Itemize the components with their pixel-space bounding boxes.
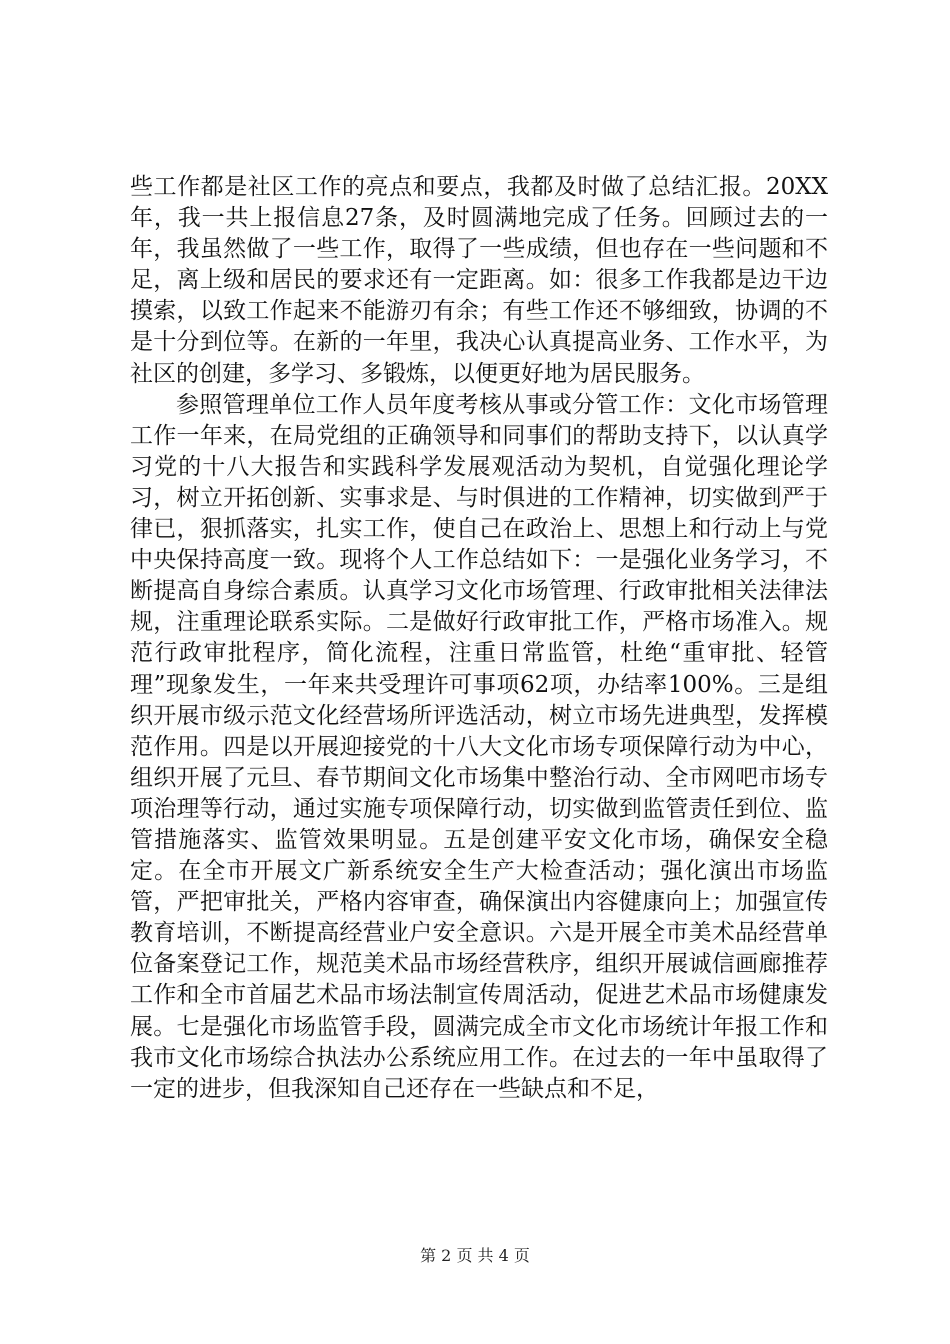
paragraph-work-summary: 参照管理单位工作人员年度考核从事或分管工作：文化市场管理工作一年来，在局党组的正确领导和同事们的帮助支持下，以认真学习党的十八大报告和实践科学发展观活动为契机，自觉强化理论学习，树立开拓创新、实事求是、与时俱进的工作精神，切实做到严于律已，狠抓落实，扎实工作，使自己在政治上、思想上和行动上与党中央保持高度一致。现将个人工作总结如下：一是强化业务学习，不断提高自身综合素质。认真学习文化市场管理、行政审批相关法律法规，注重理论联系实际。二是做好行政审批工作，严格市场准入。规范行政审批程序，简化流程，注重日常监管，杜绝“重审批、轻管理”现象发生，一年来共受理许可事项62项，办结率100%。三是组织开展市级示范文化经营场所评选活动，树立市场先进典型，发挥模范作用。四是以开展迎接党的十八大文化市场专项保障行动为中心，组织开展了元旦、春节期间文化市场集中整治行动、全市网吧市场专项治理等行动，通过实施专项保障行动，切实做到监管责任到位、监管措施落实、监管效果明显。五是创建平安文化市场，确保安全稳定。在全市开展文广新系统安全生产大检查活动；强化演出市场监管，严把审批关，严格内容审查，确保演出内容健康向上；加强宣传教育培训，不断提高经营业户安全意识。六是开展全市美术品经营单位备案登记工作，规范美术品市场经营秩序，组织开展诚信画廊推荐工作和全市首届艺术品市场法制宣传周活动，促进艺术品市场健康发展。七是强化市场监管手段，圆满完成全市文化市场统计年报工作和我市文化市场综合执法办公系统应用工作。在过去的一年中虽取得了一定的进步，但我深知自己还存在一些缺点和不足，: [130, 391, 828, 1102]
page-number-footer: 第 2 页 共 4 页: [420, 1246, 530, 1265]
paragraph-continuation: 些工作都是社区工作的亮点和要点，我都及时做了总结汇报。20XX年，我一共上报信息27条，及时圆满地完成了任务。回顾过去的一年，我虽然做了一些工作，取得了一些成绩，但也存在一些问题和不足，离上级和居民的要求还有一定距离。如：很多工作我都是边干边摸索，以致工作起来不能游刃有余；有些工作还不够细致，协调的不是十分到位等。在新的一年里，我决心认真提高业务、工作水平，为社区的创建，多学习、多锻炼，以便更好地为居民服务。: [130, 174, 828, 387]
document-body: [130, 172, 828, 1105]
